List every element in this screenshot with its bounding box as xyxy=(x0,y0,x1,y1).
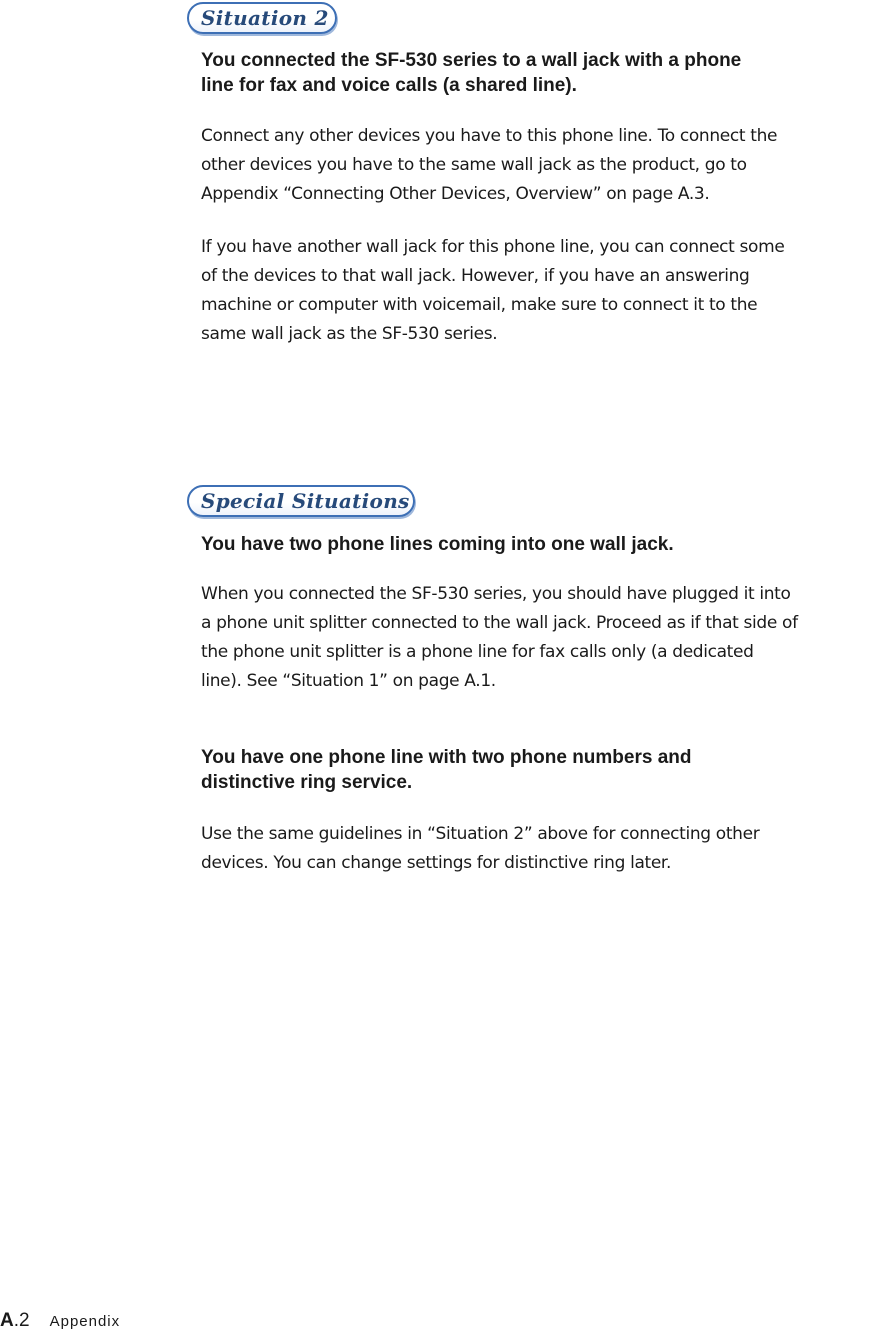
text-line: line). See “Situation 1” on page A.1. xyxy=(201,671,496,691)
text-line: a phone unit splitter connected to the wall jack. Proceed as if that side of xyxy=(201,613,798,633)
special-situations-badge-label: Special Situations xyxy=(201,489,410,513)
situation-2-heading-line-1: You connected the SF-530 series to a wall jack with a phone xyxy=(201,50,742,71)
situation-2-paragraph-1 xyxy=(201,122,885,209)
situation-2-badge-label: Situation 2 xyxy=(201,6,329,30)
text-line: same wall jack as the SF-530 series. xyxy=(201,324,498,344)
page-footer xyxy=(0,1310,120,1334)
text-line: devices. You can change settings for distinctive ring later. xyxy=(201,853,672,873)
text-line: Connect any other devices you have to this phone line. To connect the xyxy=(201,126,778,146)
section-label: Appendix xyxy=(49,1313,121,1330)
page-number: .2 xyxy=(13,1310,30,1331)
special-heading-1-text: You have two phone lines coming into one wall jack. xyxy=(201,534,674,555)
text-line: machine or computer with voicemail, make sure to connect it to the xyxy=(201,295,758,315)
text-line: Appendix “Connecting Other Devices, Overview” on page A.3. xyxy=(201,184,710,204)
special-paragraph-1 xyxy=(201,580,885,696)
text-line: Use the same guidelines in “Situation 2” above for connecting other xyxy=(201,824,760,844)
special-situations-badge xyxy=(187,485,415,517)
situation-2-badge xyxy=(187,2,337,34)
situation-2-heading xyxy=(201,48,871,98)
situation-2-heading-line-2: line for fax and voice calls (a shared line). xyxy=(201,75,577,96)
text-line: other devices you have to the same wall jack as the product, go to xyxy=(201,155,747,175)
situation-2-paragraph-2 xyxy=(201,233,885,349)
text-line: the phone unit splitter is a phone line for fax calls only (a dedicated xyxy=(201,642,754,662)
special-heading-2-line-2: distinctive ring service. xyxy=(201,772,413,793)
special-paragraph-2 xyxy=(201,820,885,878)
text-line: of the devices to that wall jack. However, if you have an answering xyxy=(201,266,750,286)
page-number-letter: A xyxy=(0,1310,14,1331)
text-line: When you connected the SF-530 series, you should have plugged it into xyxy=(201,584,791,604)
text-line: If you have another wall jack for this phone line, you can connect some xyxy=(201,237,785,257)
special-heading-1 xyxy=(201,532,871,557)
special-heading-2-line-1: You have one phone line with two phone numbers and xyxy=(201,747,692,768)
special-heading-2 xyxy=(201,745,871,795)
